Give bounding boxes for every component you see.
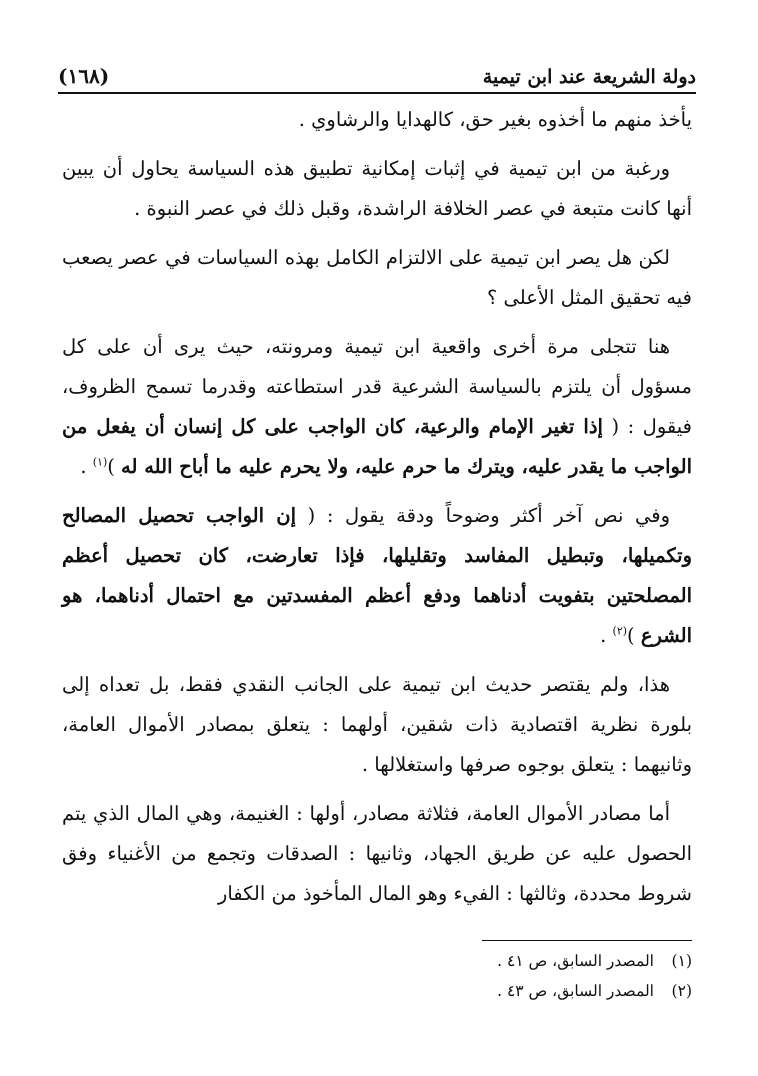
running-header xyxy=(58,58,696,94)
footnote-text: المصدر السابق، ص ٤١ . xyxy=(497,952,654,970)
quote-2-close: ) xyxy=(627,624,635,647)
paragraph-5 xyxy=(62,496,692,656)
paragraph-1: يأخذ منهم ما أخذوه بغير حق، كالهدايا والرشاوي . xyxy=(298,108,692,131)
quote-2: إن الواجب تحصيل المصالح وتكميلها، وتبطيل المفاسد وتقليلها، فإذا تعارضت، كان تحصيل أعظم المصلحتين بتفويت أدناهما ودفع أعظم المفسدتين مع احتمال أدناهما، هو الشرع xyxy=(62,504,692,647)
footnotes xyxy=(62,946,692,1006)
paragraph-5-intro: وفي نص آخر أكثر وضوحاً ودقة يقول : ( xyxy=(307,504,671,527)
paragraph-6: هذا، ولم يقتصر حديث ابن تيمية على الجانب النقدي فقط، بل تعداه إلى بلورة نظرية اقتصادية ذات شقين، أولهما : يتعلق بمصادر الأموال العامة، وثانيهما : يتعلق بوجوه صرفها واستغلالها . xyxy=(62,673,692,776)
footnote-divider xyxy=(482,940,692,941)
paragraph-5-end: . xyxy=(600,624,613,647)
quote-1-close: ) xyxy=(107,455,115,478)
running-title: دولة الشريعة عند ابن تيمية xyxy=(482,66,696,88)
footnote-1 xyxy=(62,946,692,976)
footnote-ref-1[interactable]: (١) xyxy=(92,455,108,469)
paragraph-4-end: . xyxy=(80,455,93,478)
paragraph-7: أما مصادر الأموال العامة، فثلاثة مصادر، أولها : الغنيمة، وهي المال الذي يتم الحصول عليه عن طريق الجهاد، وثانيها : الصدقات وتجمع من الأغنياء وفق شروط محددة، وثالثها : الفيء وهو المال المأخوذ من الكفار xyxy=(62,802,692,905)
footnote-2 xyxy=(62,976,692,1006)
quote-1: إذا تغير الإمام والرعية، كان الواجب على كل إنسان أن يفعل من الواجب ما يقدر عليه، ويترك ما حرم عليه، ولا يحرم عليه ما أباح الله له xyxy=(62,415,692,478)
paragraph-2: ورغبة من ابن تيمية في إثبات إمكانية تطبيق هذه السياسة يحاول أن يبين أنها كانت متبعة في عصر الخلافة الراشدة، وقبل ذلك في عصر النبوة . xyxy=(62,157,692,220)
page-number: (١٦٨) xyxy=(58,64,110,88)
paragraph-4 xyxy=(62,327,692,487)
footnote-number: (٢) xyxy=(671,982,692,1000)
main-text xyxy=(62,100,692,923)
footnote-ref-2[interactable]: (٢) xyxy=(612,624,628,638)
footnote-number: (١) xyxy=(671,952,692,970)
footnote-text: المصدر السابق، ص ٤٣ . xyxy=(497,982,654,1000)
paragraph-4-intro: هنا تتجلى مرة أخرى واقعية ابن تيمية ومرونته، حيث يرى أن على كل مسؤول أن يلتزم بالسياسة الشرعية قدر استطاعته وقدرما تسمح الظروف، فيقول : ( xyxy=(62,335,692,438)
paragraph-3: لكن هل يصر ابن تيمية على الالتزام الكامل بهذه السياسات في عصر يصعب فيه تحقيق المثل الأعلى ؟ xyxy=(62,246,692,309)
